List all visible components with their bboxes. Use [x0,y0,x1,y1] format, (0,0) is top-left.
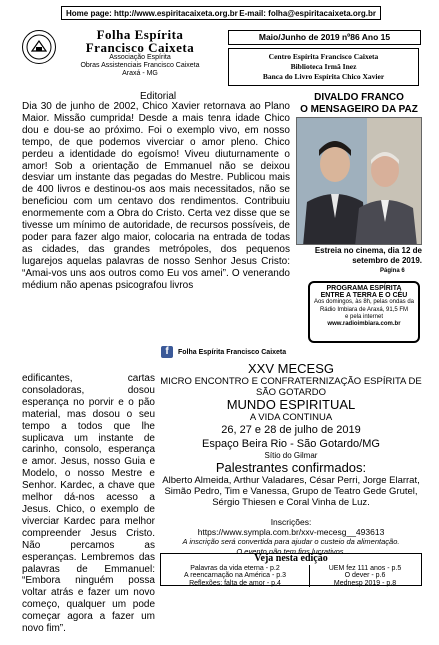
registration-note-2: O evento não tem fins lucrativos. [236,546,346,556]
divaldo-title-1: DIVALDO FRANCO [314,92,404,103]
mecesg-block [160,362,422,461]
email-link[interactable]: E-mail: folha@espiritacaixeta.org.br [239,9,376,18]
mecesg-theme-sub: A VIDA CONTINUA [249,412,333,423]
in-this-edition-heading: Veja nesta edição [254,553,328,564]
homepage-link[interactable]: Home page: http://www.espiritacaixeta.org.br [66,9,238,18]
mecesg-place: Sítio do Gilmar [264,451,318,460]
radio-line-2: ENTRE A TERRA E O CÉU [320,292,408,300]
photo-people-icon [297,118,422,245]
facebook-label: Folha Espírita Francisco Caixeta [178,348,287,356]
edition-box: Maio/Junho de 2019 nº86 Ano 15 [228,30,421,45]
toc-item[interactable]: O dever - p.6 [344,572,386,580]
toc-item[interactable]: A reencarnação na América - p.3 [184,572,286,580]
mecesg-subtitle: MICRO ENCONTRO E CONFRATERNIZAÇÃO ESPÍRITA DE SÃO GOTARDO [160,376,422,398]
association-logo [22,30,56,64]
mecesg-theme: MUNDO ESPIRITUAL [226,397,356,412]
mecesg-dates: 26, 27 e 28 de julho de 2019 [221,424,361,436]
mecesg-title: XXV MECESG [248,361,334,376]
top-contact-bar [61,6,381,20]
editorial-text-continued: edificantes, cartas consoladoras, dosou esperança no porvir e o pão material, mas dosou o seu tempo a todos que lhe suplicava um instante de carinho, consolo, esperança e amor. Jesus, nosso Guia e Modelo, o nosso Mestre e Senhor. Kardec, a chave que melhor dá-nos acesso a Jesus. Chico, o exemplo de viverciar Kardec para melhor compreender Jesus Cristo. Não percamos as esperanças. Lembremos das palavras de Emmanuel: “Embora ninguém possa voltar atrás e fazer um novo começo, qualquer um pode começar agora a fazer um novo fim”. [22,373,155,635]
center-line-1: Centro Espírita Francisco Caixeta [268,52,379,61]
divaldo-title-2: O MENSAGEIRO DA PAZ [300,104,418,115]
registration-note-1: A inscrição será convertida para ajudar o custeio da alimentação. [182,537,400,546]
toc-item[interactable]: Reflexões: falta de amor - p.4 [189,579,281,587]
editorial-heading: Editorial [140,91,177,102]
masthead-title-1: Folha Espírita [96,27,184,42]
toc-item[interactable]: Palavras da vida eterna - p.2 [190,565,280,572]
divaldo-caption: Estreia no cinema, dia 12 de setembro de 2019. [314,246,422,265]
masthead-subtitle-3: Araxá - MG [122,70,158,77]
radio-line-1: PROGRAMA ESPÍRITA [326,285,402,292]
divaldo-photo [296,117,422,245]
divaldo-heading [295,92,423,116]
masthead-subtitle-2: Obras Assistenciais Francisco Caixeta [80,62,200,69]
facebook-icon: f [161,346,173,358]
mecesg-venue: Espaço Beira Rio - São Gotardo/MG [202,438,380,450]
masthead-subtitle-1: Associação Espírita [109,54,171,61]
in-this-edition-box [160,553,422,586]
facebook-link[interactable] [161,346,286,358]
radio-line-3: Aos domingos, às 8h, pelas ondas da [313,299,415,306]
divaldo-page-ref: Página 6 [380,268,405,274]
editorial-text: Dia 30 de junho de 2002, Chico Xavier retornava ao Plano Maior. Missão cumprida! Desde a mais tenra idade Chico dou e dou-se ao próximo. Foi o exemplo vivo, em nosso tempo, de que podemos viverciar o amor pleno. Chico perdeu a identidade do egoísmo! Viveu diuturnamente o amor! Sob a orientação de Emmanuel não se deixou desviar um instante das pegadas do Mestre. Publicou mais de 400 livros e destinou-os aos mais necessitados, não se beneficiou com um centavo dos rendimentos. Contribuiu enormemente com a Obra do Cristo. Certa vez disse que se tivesse um mínimo de autoridade, de recursos possíveis, de poder para fazer algo maior, colocaria na entrada de todas as cidades, das grandes metrópoles, dos pequenos lugarejos aquelas palavras de nosso Senhor Jesus Cristo: “Amai-vos uns aos outros como Eu vos amei”. O venerando médium não apenas psicografou livros [22,101,290,291]
center-box [228,48,419,86]
in-this-edition-left [165,565,305,587]
toc-item[interactable]: UEM fez 111 anos - p.5 [328,565,402,572]
radio-url[interactable]: www.radioimbiara.com.br [327,321,401,328]
center-line-3: Banca do Livro Espírita Chico Xavier [262,72,385,81]
registration-url[interactable]: https://www.sympla.com.br/xxv-mecesg__493613 [197,526,385,537]
speakers-block [160,461,422,508]
in-this-edition-right [309,565,420,587]
toc-item[interactable]: Mednesp 2019 - p.8 [333,579,397,587]
logo-emblem-icon [25,33,53,61]
masthead [60,28,220,78]
radio-line-5: e pela internet [344,313,384,320]
masthead-title-2: Francisco Caixeta [85,40,195,55]
speakers-names: Alberto Almeida, Arthur Valadares, César Perri, Jorge Elarrat, Simão Pedro, Tim e Vanessa, Grupo de Teatro Gede Grutel, Sérgio Thiesen e Coral Vinha de Luz. [162,475,420,508]
editorial-column [22,363,155,645]
radio-program-box [308,281,420,343]
radio-line-4: Rádio Imbiara de Araxá, 91,5 FM [319,306,409,313]
registration-block [160,518,422,556]
registration-label: Inscrições: [270,517,312,527]
speakers-heading: Palestrantes confirmados: [215,460,367,475]
editorial-body [22,101,290,292]
center-line-2: Biblioteca Irmã Inez [290,62,357,71]
